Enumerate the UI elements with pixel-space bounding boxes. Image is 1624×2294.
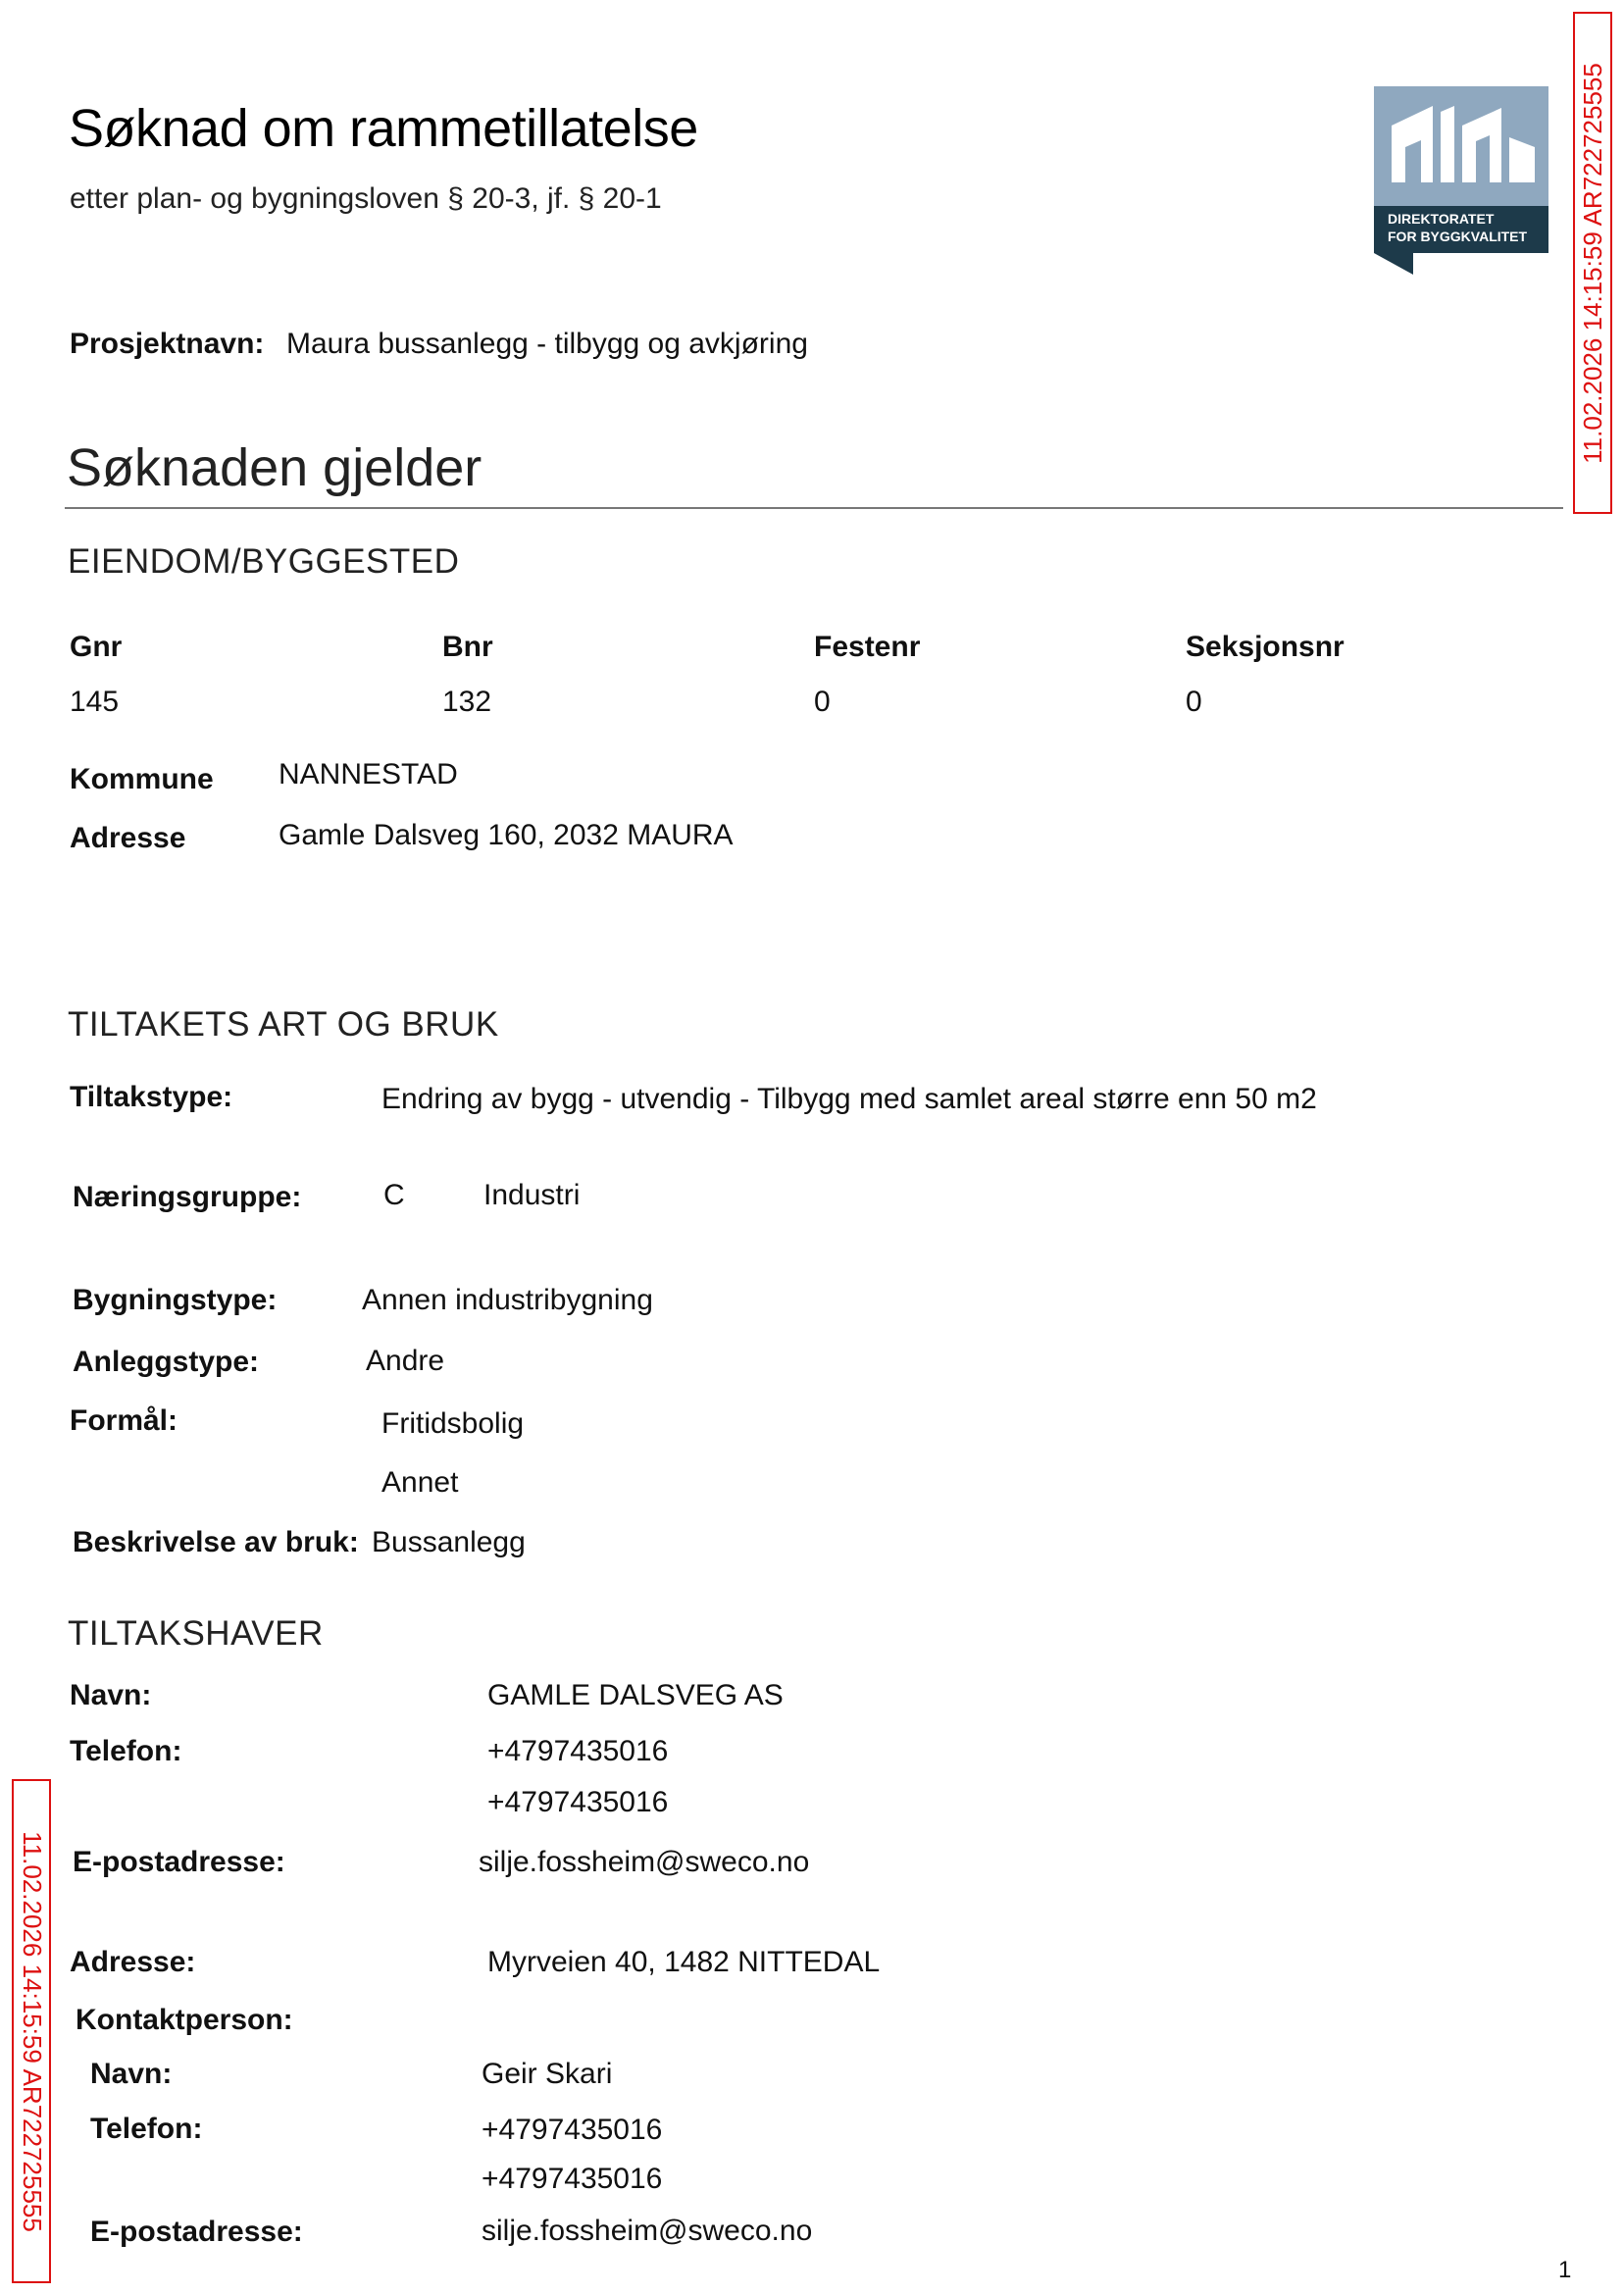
- project-label: Prosjektnavn:: [70, 328, 265, 360]
- kontakt-telefon-value-2: +4797435016: [482, 2163, 663, 2195]
- adresse-value: Gamle Dalsveg 160, 2032 MAURA: [279, 819, 734, 851]
- timestamp-stamp-side: [12, 1779, 51, 2283]
- bnr-value: 132: [442, 686, 492, 718]
- logo-text-line1: DIREKTORATET: [1388, 211, 1495, 227]
- timestamp-stamp-top-text: 11.02.2026 14:15:59 AR722725555: [1577, 62, 1607, 464]
- kommune-label: Kommune: [70, 763, 214, 795]
- tiltakshaver-epost-label: E-postadresse:: [73, 1846, 285, 1878]
- logo-text-line2: FOR BYGGKVALITET: [1388, 229, 1528, 244]
- seksjonsnr-value: 0: [1186, 686, 1202, 718]
- bnr-label: Bnr: [442, 631, 493, 663]
- formal-value-2: Annet: [381, 1466, 459, 1499]
- section-heading-soknaden-gjelder: Søknaden gjelder: [67, 438, 482, 497]
- kontakt-navn-value: Geir Skari: [482, 2058, 613, 2090]
- page-number: 1: [1558, 2257, 1572, 2283]
- timestamp-stamp-side-text: 11.02.2026 14:15:59 AR722725555: [17, 1830, 47, 2232]
- tiltakshaver-adresse-value: Myrveien 40, 1482 NITTEDAL: [487, 1946, 881, 1978]
- kontakt-navn-label: Navn:: [90, 2058, 173, 2090]
- tiltakstype-value: Endring av bygg - utvendig - Tilbygg med samlet areal større enn 50 m2: [381, 1083, 1317, 1115]
- kontakt-telefon-label: Telefon:: [90, 2113, 203, 2145]
- formal-label: Formål:: [70, 1404, 178, 1437]
- kommune-value: NANNESTAD: [279, 758, 458, 790]
- festenr-value: 0: [814, 686, 831, 718]
- beskrivelse-value: Bussanlegg: [372, 1526, 526, 1558]
- document-title: Søknad om rammetillatelse: [69, 99, 698, 158]
- seksjonsnr-label: Seksjonsnr: [1186, 631, 1345, 663]
- naeringsgruppe-code: C: [383, 1179, 405, 1211]
- bygningstype-value: Annen industribygning: [362, 1284, 653, 1316]
- naeringsgruppe-label: Næringsgruppe:: [73, 1181, 302, 1213]
- timestamp-stamp-top: [1573, 12, 1612, 514]
- anleggstype-label: Anleggstype:: [73, 1346, 260, 1378]
- tiltakshaver-navn-label: Navn:: [70, 1679, 152, 1711]
- kontakt-epost-value: silje.fossheim@sweco.no: [482, 2215, 813, 2247]
- bygningstype-label: Bygningstype:: [73, 1284, 278, 1316]
- dibk-logo: [1374, 86, 1548, 275]
- anleggstype-value: Andre: [366, 1345, 445, 1377]
- project-value: Maura bussanlegg - tilbygg og avkjøring: [286, 328, 808, 360]
- tiltakshaver-telefon-value-1: +4797435016: [487, 1735, 669, 1767]
- beskrivelse-label: Beskrivelse av bruk:: [73, 1526, 359, 1558]
- tiltakshaver-telefon-label: Telefon:: [70, 1735, 182, 1767]
- kontakt-telefon-value-1: +4797435016: [482, 2114, 663, 2146]
- section-heading-eiendom: EIENDOM/BYGGESTED: [68, 542, 460, 581]
- kontakt-epost-label: E-postadresse:: [90, 2216, 303, 2248]
- adresse-label: Adresse: [70, 822, 186, 854]
- document-subtitle: etter plan- og bygningsloven § 20-3, jf. § 20-1: [70, 182, 662, 215]
- kontaktperson-label: Kontaktperson:: [76, 2004, 293, 2036]
- tiltakshaver-adresse-label: Adresse:: [70, 1946, 196, 1978]
- tiltakshaver-epost-value: silje.fossheim@sweco.no: [479, 1846, 810, 1878]
- tiltakshaver-telefon-value-2: +4797435016: [487, 1786, 669, 1818]
- tiltakshaver-navn-value: GAMLE DALSVEG AS: [487, 1679, 784, 1711]
- section-heading-tiltak: TILTAKETS ART OG BRUK: [68, 1005, 499, 1044]
- formal-value-1: Fritidsbolig: [381, 1407, 525, 1440]
- gnr-value: 145: [70, 686, 120, 718]
- gnr-label: Gnr: [70, 631, 123, 663]
- dibk-logo-graphic: [1374, 86, 1548, 275]
- tiltakstype-label: Tiltakstype:: [70, 1081, 233, 1113]
- naeringsgruppe-value: Industri: [483, 1179, 581, 1211]
- section-heading-tiltakshaver: TILTAKSHAVER: [68, 1614, 324, 1653]
- section-divider: [65, 507, 1563, 509]
- festenr-label: Festenr: [814, 631, 921, 663]
